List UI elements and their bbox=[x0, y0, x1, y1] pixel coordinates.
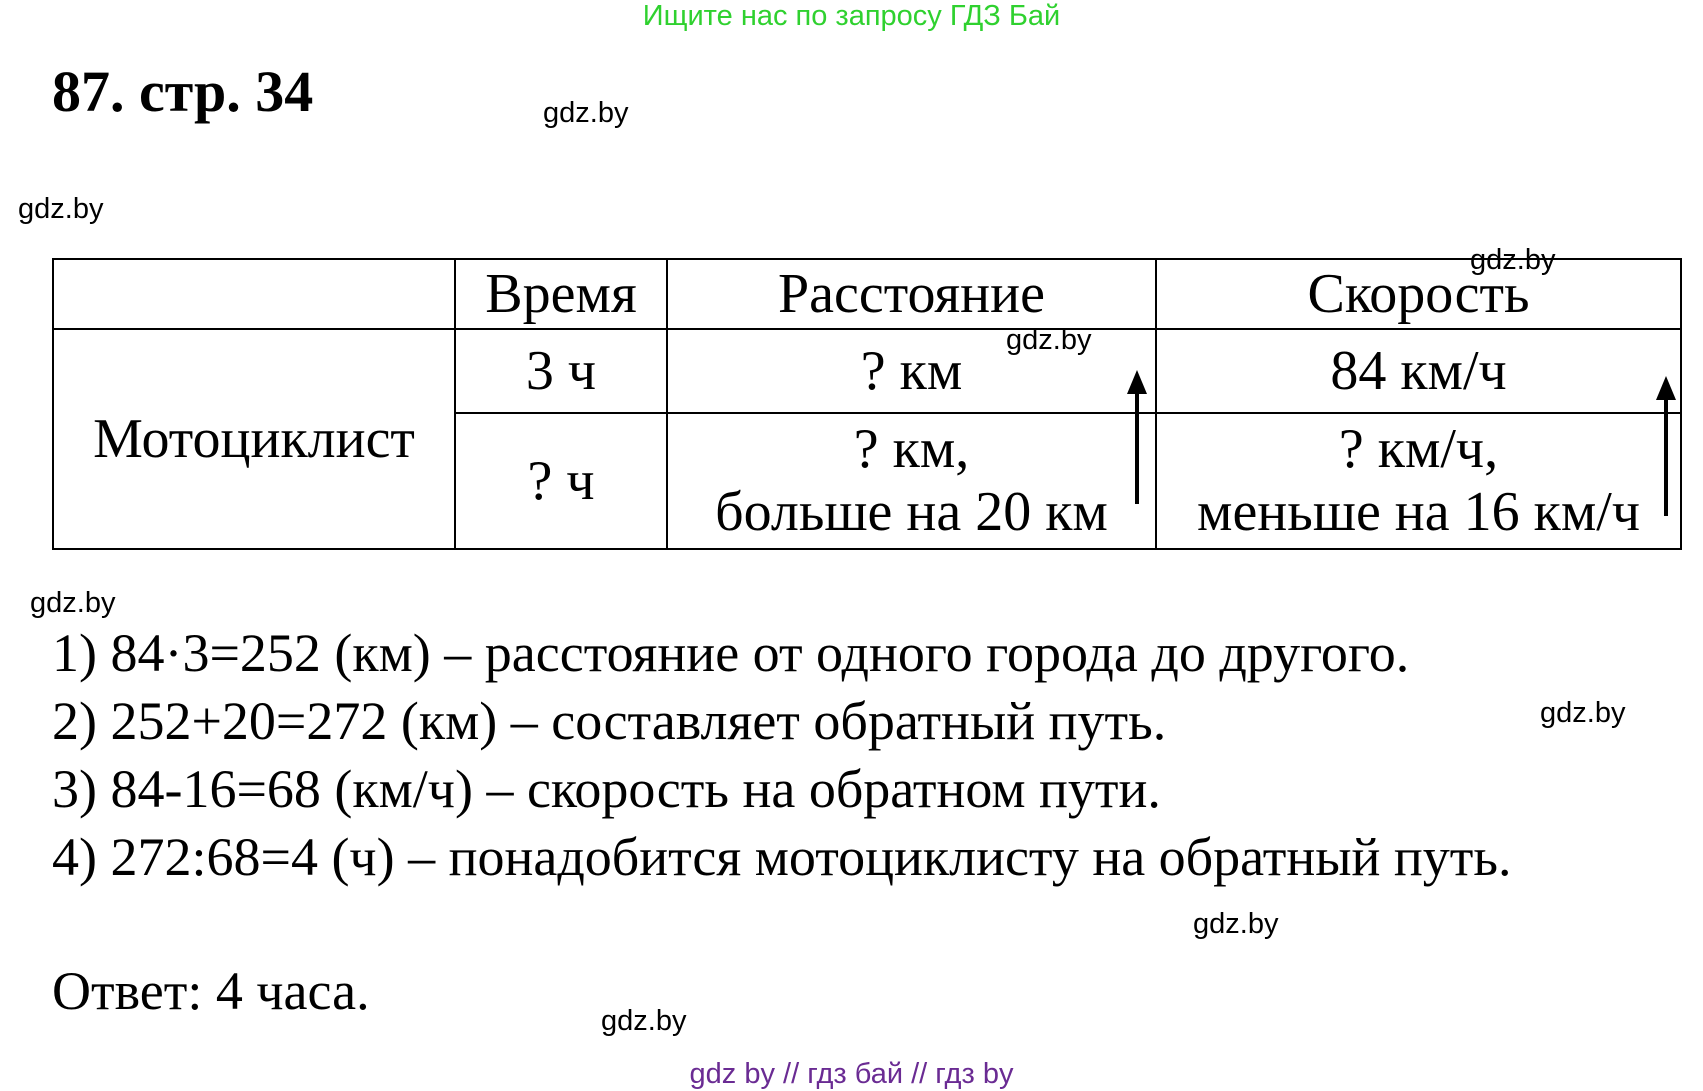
watermark: gdz.by bbox=[1470, 244, 1556, 276]
distance-return-line2: больше на 20 км bbox=[715, 481, 1108, 543]
watermark: gdz.by bbox=[601, 1005, 687, 1037]
answer: Ответ: 4 часа. bbox=[52, 961, 370, 1021]
up-arrow-icon bbox=[1127, 370, 1147, 504]
task-table bbox=[52, 258, 1682, 550]
cell-distance-forward: ? км bbox=[667, 329, 1156, 413]
watermark: gdz.by bbox=[1006, 324, 1092, 356]
solution-step-3: 3) 84-16=68 (км/ч) – скорость на обратном пути. bbox=[52, 759, 1161, 819]
watermark: gdz.by bbox=[30, 587, 116, 619]
solution-step-1: 1) 84·3=252 (км) – расстояние от одного города до другого. bbox=[52, 623, 1410, 683]
up-arrow-icon bbox=[1656, 376, 1676, 516]
row-label-motorcyclist: Мотоциклист bbox=[53, 329, 455, 549]
page-title: 87. стр. 34 bbox=[52, 59, 314, 124]
watermark: gdz.by bbox=[1540, 697, 1626, 729]
speed-return-line1: ? км/ч, bbox=[1338, 418, 1499, 481]
cell-time-return: ? ч bbox=[455, 413, 667, 549]
table-row bbox=[53, 329, 1681, 413]
watermark: gdz.by bbox=[18, 193, 104, 225]
footer-links: gdz by // гдз бай // гдз by bbox=[689, 1058, 1014, 1090]
solution-step-4: 4) 272:68=4 (ч) – понадобится мотоциклисту на обратный путь. bbox=[52, 827, 1512, 887]
header-cell-empty bbox=[53, 259, 455, 329]
speed-return-line2: меньше на 16 км/ч bbox=[1197, 481, 1640, 543]
watermark: gdz.by bbox=[1193, 908, 1279, 940]
header-cell-speed: Скорость bbox=[1156, 259, 1681, 329]
cell-time-forward: 3 ч bbox=[455, 329, 667, 413]
search-banner: Ищите нас по запросу ГДЗ Бай bbox=[642, 0, 1061, 32]
cell-speed-return bbox=[1156, 413, 1681, 549]
table-header-row bbox=[53, 259, 1681, 329]
distance-return-line1: ? км, bbox=[853, 418, 970, 481]
solution-step-2: 2) 252+20=272 (км) – составляет обратный путь. bbox=[52, 691, 1167, 751]
header-cell-time: Время bbox=[455, 259, 667, 329]
cell-distance-return bbox=[667, 413, 1156, 549]
header-cell-distance: Расстояние bbox=[667, 259, 1156, 329]
watermark: gdz.by bbox=[543, 97, 629, 129]
cell-speed-forward: 84 км/ч bbox=[1156, 329, 1681, 413]
